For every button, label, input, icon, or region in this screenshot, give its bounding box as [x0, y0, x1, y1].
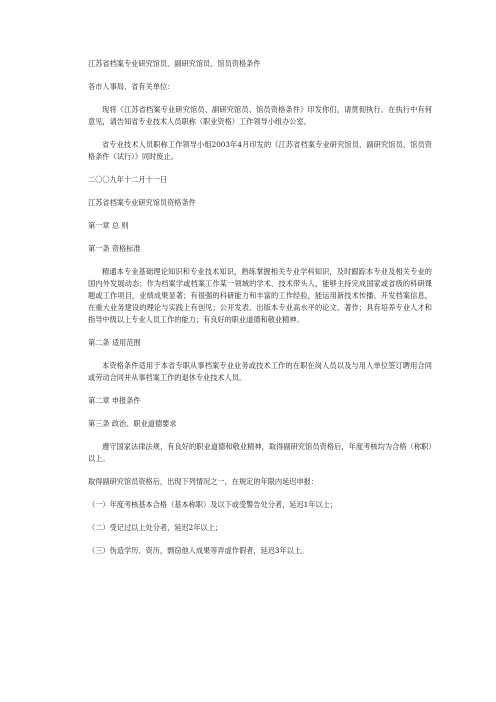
article-body-2: 本资格条件适用于本省专职从事档案专业业务或技术工作的在职在岗人员以及与用人单位签订聘用合同或劳动合同并从事档案工作的退休专业技术人员。: [88, 361, 432, 382]
article-heading-3: 第三条 政治、职业道德要求: [88, 419, 177, 428]
delay-item: （一）年度考核基本合格（基本称职）及以下或受警告处分者，延迟1年以上；: [88, 500, 337, 509]
article-heading-2: 第二条 适用范围: [88, 338, 141, 347]
issue-date: 二〇〇九年十二月十一日: [88, 175, 168, 184]
article-body-3: 遵守国家法律法规，有良好的职业道德和敬业精神，取得副研究馆员资格后，年度考核均为合格（称职）以上。: [88, 442, 432, 463]
document-subtitle: 江苏省档案专业研究馆员资格条件: [88, 198, 196, 207]
paragraph-notice: 现将《江苏省档案专业研究馆员、副研究馆员、馆员资格条件》印发你们，请贯彻执行。在执行中有何意见，请告知省专业技术人员职称（职业资格）工作领导小组办公室。: [88, 105, 432, 126]
delay-item: （二）受记过以上处分者，延迟2年以上；: [88, 523, 222, 532]
paragraph-repeal: 省专业技术人员职称工作领导小组2003年4月印发的《江苏省档案专业研究馆员、副研究馆员、馆员资格条件（试行）》同时废止。: [88, 140, 432, 161]
delay-item: （三）伪造学历、资历，剽窃他人成果等弄虚作假者，延迟3年以上。: [88, 546, 309, 555]
chapter-heading-1: 第一章 总 则: [88, 221, 129, 230]
article-heading-1: 第一条 资格标准: [88, 244, 141, 253]
delay-intro: 取得副研究馆员资格后，出现下列情况之一，在规定的年限内延迟申报：: [88, 477, 319, 486]
document-title: 江苏省档案专业研究馆员、副研究馆员、馆员资格条件: [88, 59, 261, 68]
addressee: 各市人事局、省有关单位：: [88, 82, 175, 91]
chapter-heading-2: 第二章 申报条件: [88, 396, 141, 405]
article-body-1: 精通本专业基础理论知识和专业技术知识，熟练掌握相关专业学科知识，及时跟踪本专业及相关专业的国内外发展动态；作为档案学或档案工作某一领域的学术、技术带头人，能够主持完成国家或省级的科研课题或工作项目，业绩成果显著；有很强的科研能力和丰富的工作经验，能运用新技术传播、开发档案信息，在重大业务建设的理论与实践上有创见；公开发表、出版本专业高水平的论文、著作；具有培养专业人才和指导中级以上专业人员工作的能力；有良好的职业道德和敬业精神。: [88, 267, 432, 324]
